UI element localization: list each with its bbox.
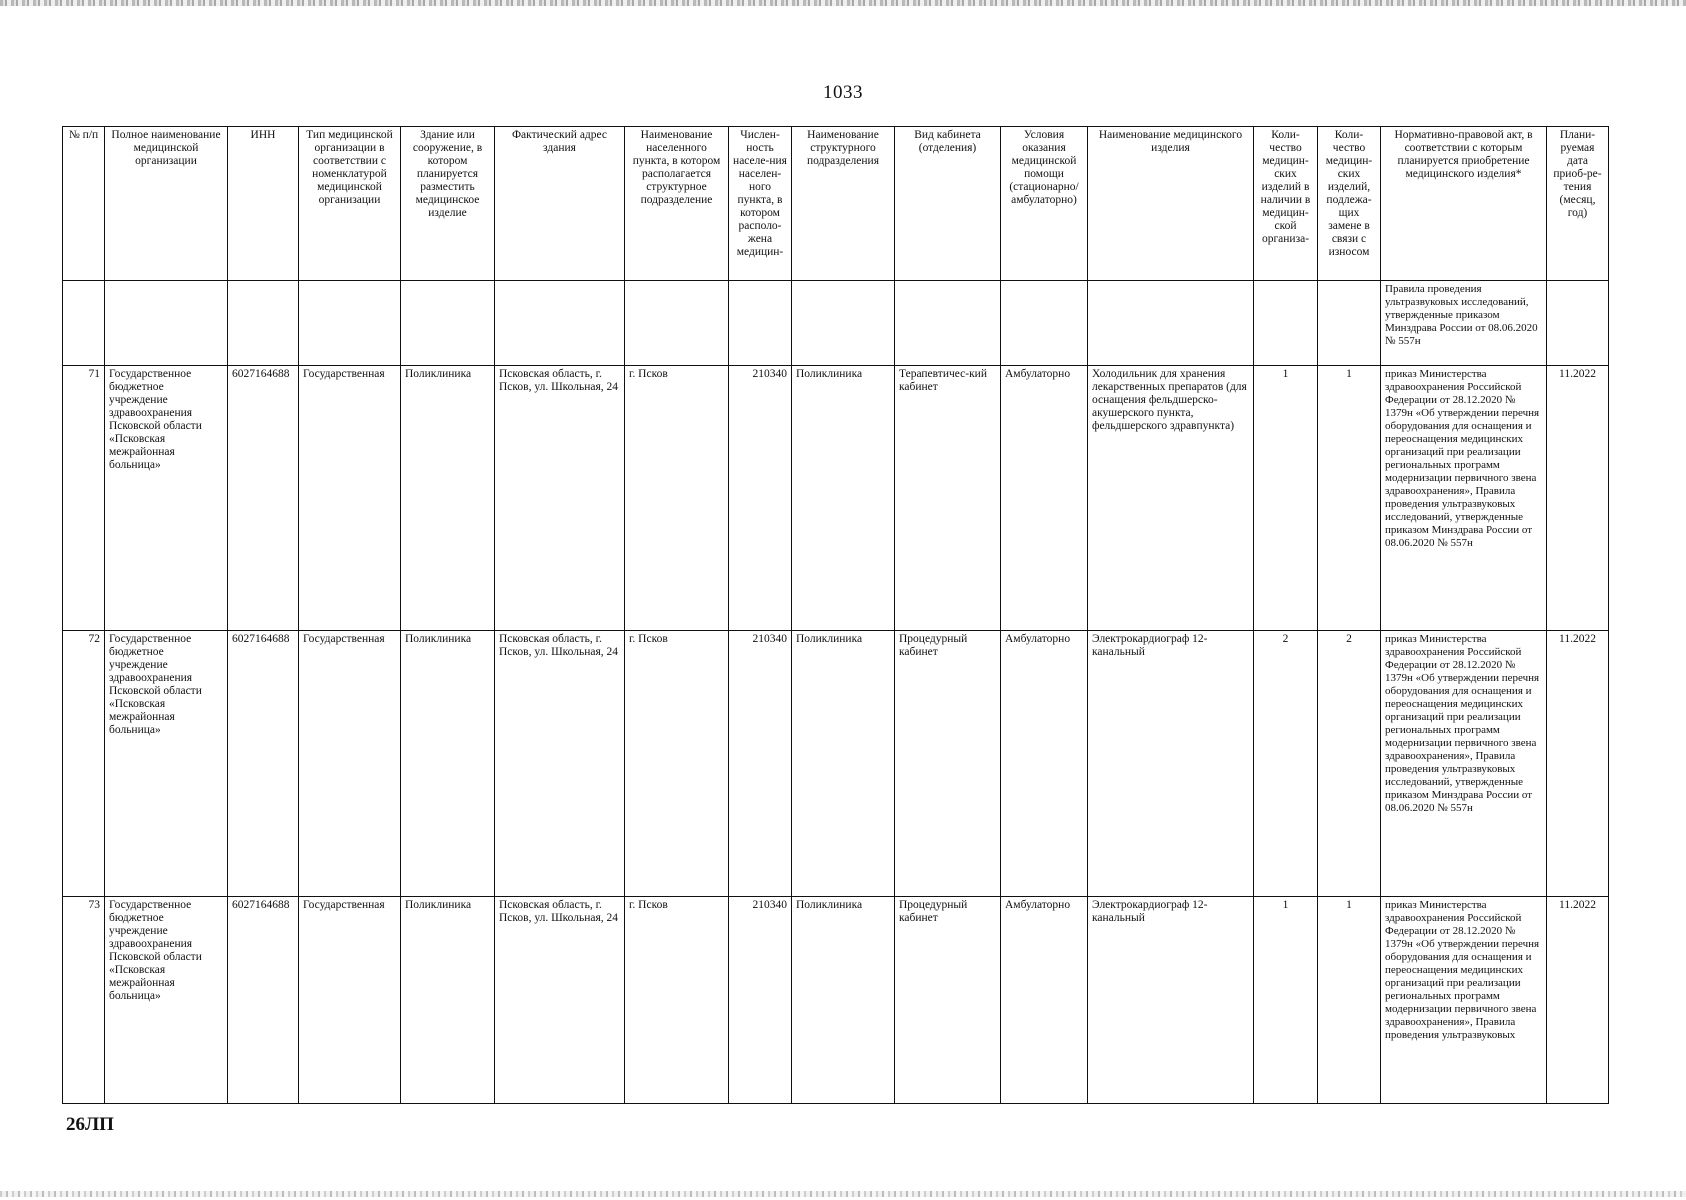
col-header-org-name: Полное наименование медицинской организации [105, 127, 228, 281]
cell-org-name: Государственное бюджетное учреждение здравоохранения Псковской области «Псковская межрайонная больница» [105, 365, 228, 631]
cell-building: Поликлиника [401, 896, 495, 1103]
table-row [63, 896, 1609, 1103]
cell-org-type: Государственная [299, 365, 401, 631]
col-header-conditions: Условия оказания медицинской помощи (стационарно/ амбулаторно) [1001, 127, 1088, 281]
col-header-available: Коли-чество медицин-ских изделий в наличии в медицин-ской организа- [1254, 127, 1318, 281]
cell-number: 72 [63, 631, 105, 897]
table-row-continuation [63, 281, 1609, 366]
cell-population: 210340 [729, 896, 792, 1103]
cell-legal-act: приказ Министерства здравоохранения Российской Федерации от 28.12.2020 № 1379н «Об утверждении перечня оборудования для оснащения и переоснащения медицинских организаций при реализации региональных программ модернизации первичного звена здравоохранения», Правила проведения ультразвуковых исследований, утвержденные приказом Минздрава России от 08.06.2020 № 557н [1381, 365, 1547, 631]
cell-replace: 1 [1318, 896, 1381, 1103]
cell-planned-date: 11.2022 [1547, 631, 1609, 897]
cell-number: 71 [63, 365, 105, 631]
cell-org-name: Государственное бюджетное учреждение здравоохранения Псковской области «Псковская межрайонная больница» [105, 896, 228, 1103]
cell-available: 1 [1254, 365, 1318, 631]
cell-locality: г. Псков [625, 896, 729, 1103]
cell-building: Поликлиника [401, 631, 495, 897]
cell-device: Электрокардиограф 12-канальный [1088, 631, 1254, 897]
page-number: 1033 [823, 82, 863, 103]
document-code: 26ЛП [66, 1114, 114, 1135]
col-header-locality: Наименование населенного пункта, в котором располагается структурное подразделение [625, 127, 729, 281]
cell-conditions: Амбулаторно [1001, 896, 1088, 1103]
col-header-replace: Коли-чество медицин-ских изделий, подлежа-щих замене в связи с износом [1318, 127, 1381, 281]
cell-population: 210340 [729, 631, 792, 897]
col-header-subdivision: Наименование структурного подразделения [792, 127, 895, 281]
cell-legal-act: приказ Министерства здравоохранения Российской Федерации от 28.12.2020 № 1379н «Об утверждении перечня оборудования для оснащения и переоснащения медицинских организаций при реализации региональных программ модернизации первичного звена здравоохранения», Правила проведения ультразвуковых исследований, утвержденные приказом Минздрава России от 08.06.2020 № 557н [1381, 631, 1547, 897]
cell-building: Поликлиника [401, 365, 495, 631]
col-header-device: Наименование медицинского изделия [1088, 127, 1254, 281]
cell-device: Холодильник для хранения лекарственных препаратов (для оснащения фельдшерско-акушерского пункта, фельдшерского здравпункта) [1088, 365, 1254, 631]
cell-replace: 2 [1318, 631, 1381, 897]
cell-subdivision: Поликлиника [792, 365, 895, 631]
scan-edge-bottom [0, 1191, 1686, 1197]
cell-inn: 6027164688 [228, 896, 299, 1103]
scan-edge-top [0, 0, 1686, 6]
cell-cabinet: Процедурный кабинет [895, 896, 1001, 1103]
cell-address: Псковская область, г. Псков, ул. Школьная, 24 [495, 896, 625, 1103]
cell-cabinet: Процедурный кабинет [895, 631, 1001, 897]
col-header-building: Здание или сооружение, в котором планируется разместить медицинское изделие [401, 127, 495, 281]
cell-org-type: Государственная [299, 631, 401, 897]
cell-replace: 1 [1318, 365, 1381, 631]
cell-conditions: Амбулаторно [1001, 631, 1088, 897]
cell-inn: 6027164688 [228, 631, 299, 897]
table-header-row [63, 127, 1609, 281]
cell-address: Псковская область, г. Псков, ул. Школьная, 24 [495, 631, 625, 897]
cell-available: 2 [1254, 631, 1318, 897]
cell-legal-act: Правила проведения ультразвуковых исследований, утвержденные приказом Минздрава России от 08.06.2020 № 557н [1381, 281, 1547, 366]
col-header-address: Фактический адрес здания [495, 127, 625, 281]
cell-number: 73 [63, 896, 105, 1103]
col-header-population: Числен-ность населе-ния населен-ного пункта, в котором располо-жена медицин- [729, 127, 792, 281]
col-header-number: № п/п [63, 127, 105, 281]
cell-population: 210340 [729, 365, 792, 631]
cell-address: Псковская область, г. Псков, ул. Школьная, 24 [495, 365, 625, 631]
col-header-planned-date: Плани-руемая дата приоб-ре-тения (месяц, год) [1547, 127, 1609, 281]
cell-inn: 6027164688 [228, 365, 299, 631]
cell-org-type: Государственная [299, 896, 401, 1103]
cell-subdivision: Поликлиника [792, 631, 895, 897]
table-row [63, 631, 1609, 897]
cell-org-name: Государственное бюджетное учреждение здравоохранения Псковской области «Псковская межрайонная больница» [105, 631, 228, 897]
col-header-cabinet: Вид кабинета (отделения) [895, 127, 1001, 281]
col-header-org-type: Тип медицинской организации в соответствии с номенклатурой медицинской организации [299, 127, 401, 281]
cell-planned-date: 11.2022 [1547, 896, 1609, 1103]
cell-device: Электрокардиограф 12-канальный [1088, 896, 1254, 1103]
col-header-inn: ИНН [228, 127, 299, 281]
cell-locality: г. Псков [625, 631, 729, 897]
cell-planned-date: 11.2022 [1547, 365, 1609, 631]
cell-cabinet: Терапевтичес-кий кабинет [895, 365, 1001, 631]
cell-locality: г. Псков [625, 365, 729, 631]
medical-devices-table [62, 126, 1609, 1104]
cell-subdivision: Поликлиника [792, 896, 895, 1103]
cell-conditions: Амбулаторно [1001, 365, 1088, 631]
cell-legal-act: приказ Министерства здравоохранения Российской Федерации от 28.12.2020 № 1379н «Об утверждении перечня оборудования для оснащения и переоснащения медицинских организаций при реализации региональных программ модернизации первичного звена здравоохранения», Правила проведения ультразвуковых [1381, 896, 1547, 1103]
cell-available: 1 [1254, 896, 1318, 1103]
table-row [63, 365, 1609, 631]
col-header-legal-act: Нормативно-правовой акт, в соответствии с которым планируется приобретение медицинского изделия* [1381, 127, 1547, 281]
